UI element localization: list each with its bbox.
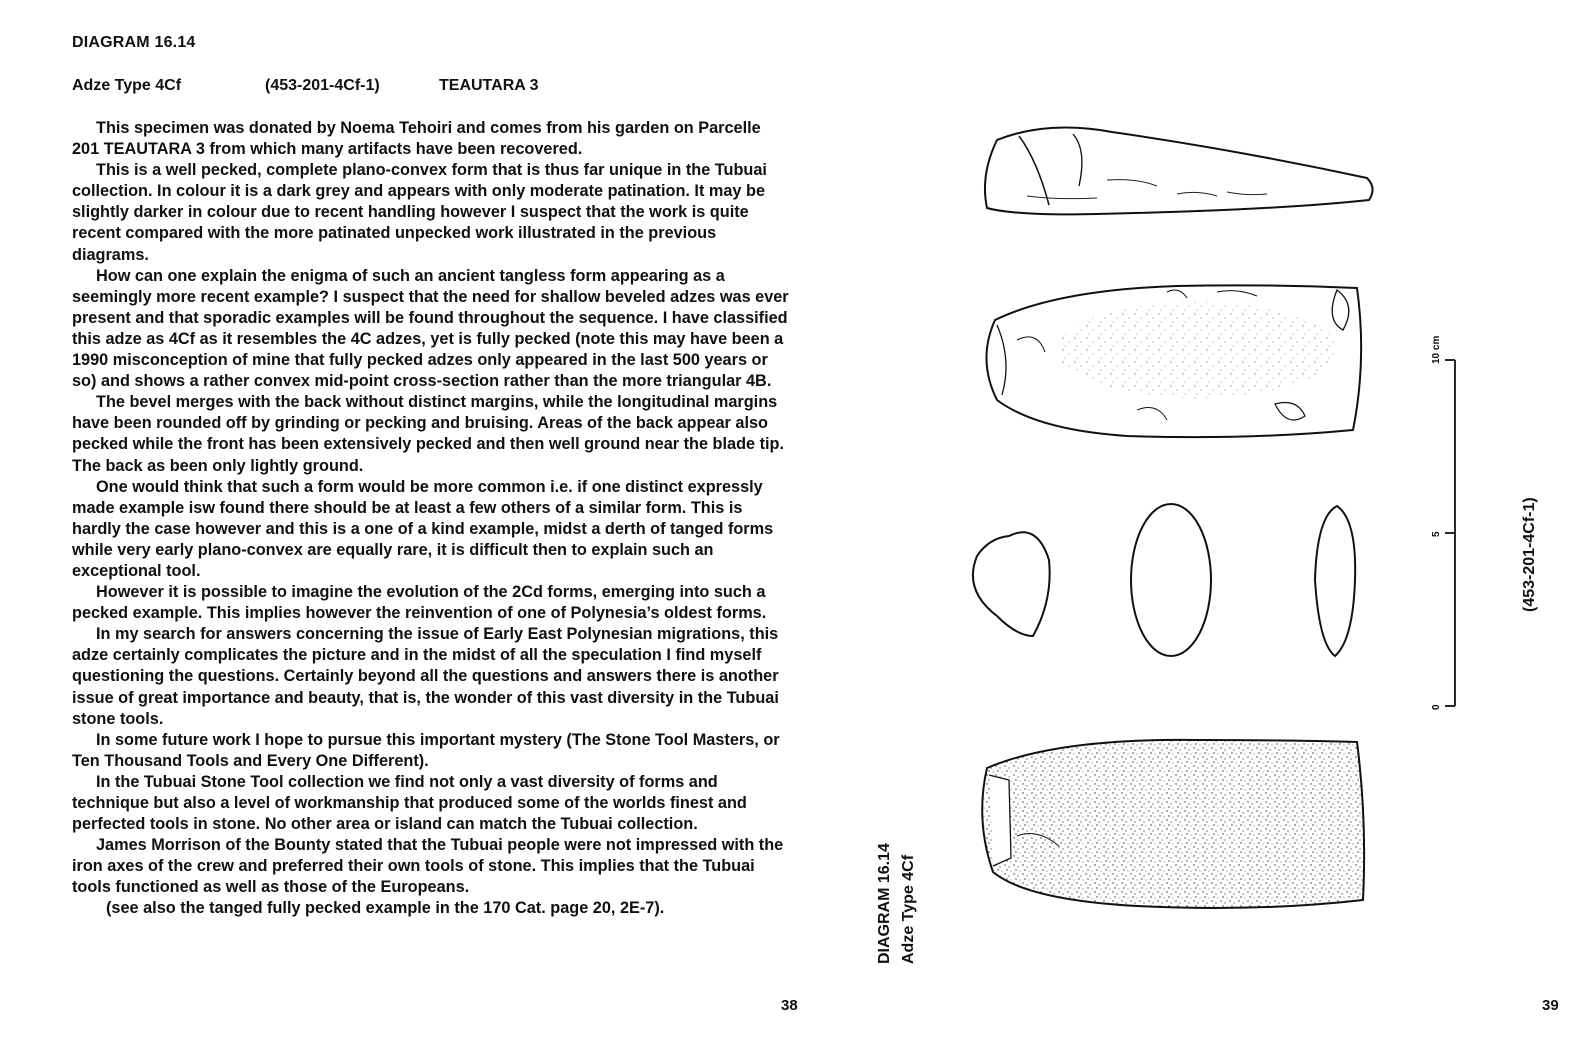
page-number: 38	[781, 997, 798, 1014]
adze-front-view	[982, 740, 1364, 908]
paragraph: James Morrison of the Bounty stated that the Tubuai people were not impressed with the iron axes of the crew and preferred their own tools of stone. This implies that the Tubuai tools functioned as well as those of the Europeans.	[72, 836, 784, 897]
paragraph: The bevel merges with the back without distinct margins, while the longitudinal margins have been rounded off by grinding or pecking and bruising. Areas of the back appear also pecked while the front has been extensively pecked and then well ground near the blade tip. The back as been only lightly ground.	[72, 393, 785, 475]
adze-type-label: Adze Type 4Cf	[72, 77, 182, 94]
paragraph: In some future work I hope to pursue this important mystery (The Stone Tool Masters, or Ten Thousand Tools and Every One Different).	[72, 730, 780, 770]
scale-label-0: 0	[1431, 704, 1442, 710]
vertical-catalog-id: (453-201-4Cf-1)	[1521, 497, 1538, 612]
scale-bar	[1445, 360, 1455, 706]
site-label: TEAUTARA 3	[439, 77, 539, 94]
paragraph: How can one explain the enigma of such an ancient tangless form appearing as a seemingly more recent example? I suspect that the need for shallow beveled adzes was ever present and that sporadic examples will be found throughout the sequence. I have classified this adze as 4Cf as it resembles the 4C adzes, yet is fully pecked (note this may have been a 1990 misconception of mine that fully pecked adzes only appeared in the last 500 years or so) and shows a rather convex mid-point cross-section rather than the more triangular 4B.	[72, 266, 789, 391]
paragraph: This is a well pecked, complete plano-convex form that is thus far unique in the Tubuai collection. In colour it is a dark grey and appears with only moderate patination. It may be slightly darker in colour due to recent handling however I suspect that the work is quite recent compared with the more patinated unpecked work illustrated in the previous diagrams.	[72, 161, 767, 264]
body-text	[72, 118, 792, 920]
paragraph: In my search for answers concerning the issue of Early East Polynesian migrations, this adze certainly complicates the picture and in the midst of all the speculation I find myself questioning the questions. Certainly beyond all the questions and answers there is another issue of great importance and beauty, that is, the wonder of this vast diversity in the Tubuai stone tools.	[72, 625, 779, 728]
catalog-id-label: (453-201-4Cf-1)	[265, 77, 380, 94]
scale-label-5: 5	[1431, 531, 1442, 537]
right-page	[797, 0, 1594, 1052]
paragraph: However it is possible to imagine the evolution of the 2Cd forms, emerging into such a pecked example. This implies however the reinvention of one of Polynesia’s oldest forms.	[72, 583, 767, 623]
diagram-title: DIAGRAM 16.14	[72, 34, 196, 51]
caption-type: Adze Type 4Cf	[900, 854, 917, 964]
scale-label-10cm: 10 cm	[1431, 335, 1442, 364]
adze-back-view	[986, 285, 1361, 437]
side-caption	[873, 843, 921, 964]
adze-side-view	[985, 128, 1373, 215]
adze-cross-sections	[973, 504, 1355, 656]
paragraph: In the Tubuai Stone Tool collection we find not only a vast diversity of forms and technique but also a level of workmanship that produced some of the worlds finest and perfected tools in stone. No other area or island can match the Tubuai collection.	[72, 772, 747, 834]
paragraph: One would think that such a form would be more common i.e. if one distinct expressly made example isw found there should be at least a few others of a similar form. This is hardly the case however and this is a one of a kind example, midst a derth of tanged forms while very early plano-convex are equally rare, it is difficult then to explain such an exceptional tool.	[72, 477, 774, 580]
paragraph: This specimen was donated by Noema Tehoiri and comes from his garden on Parcelle 201 TEAUTARA 3 from which many artifacts have been recovered.	[72, 119, 761, 159]
paragraph: (see also the tanged fully pecked example in the 170 Cat. page 20, 2E-7).	[106, 899, 665, 918]
page-number: 39	[1542, 997, 1559, 1014]
caption-title: DIAGRAM 16.14	[876, 843, 893, 964]
